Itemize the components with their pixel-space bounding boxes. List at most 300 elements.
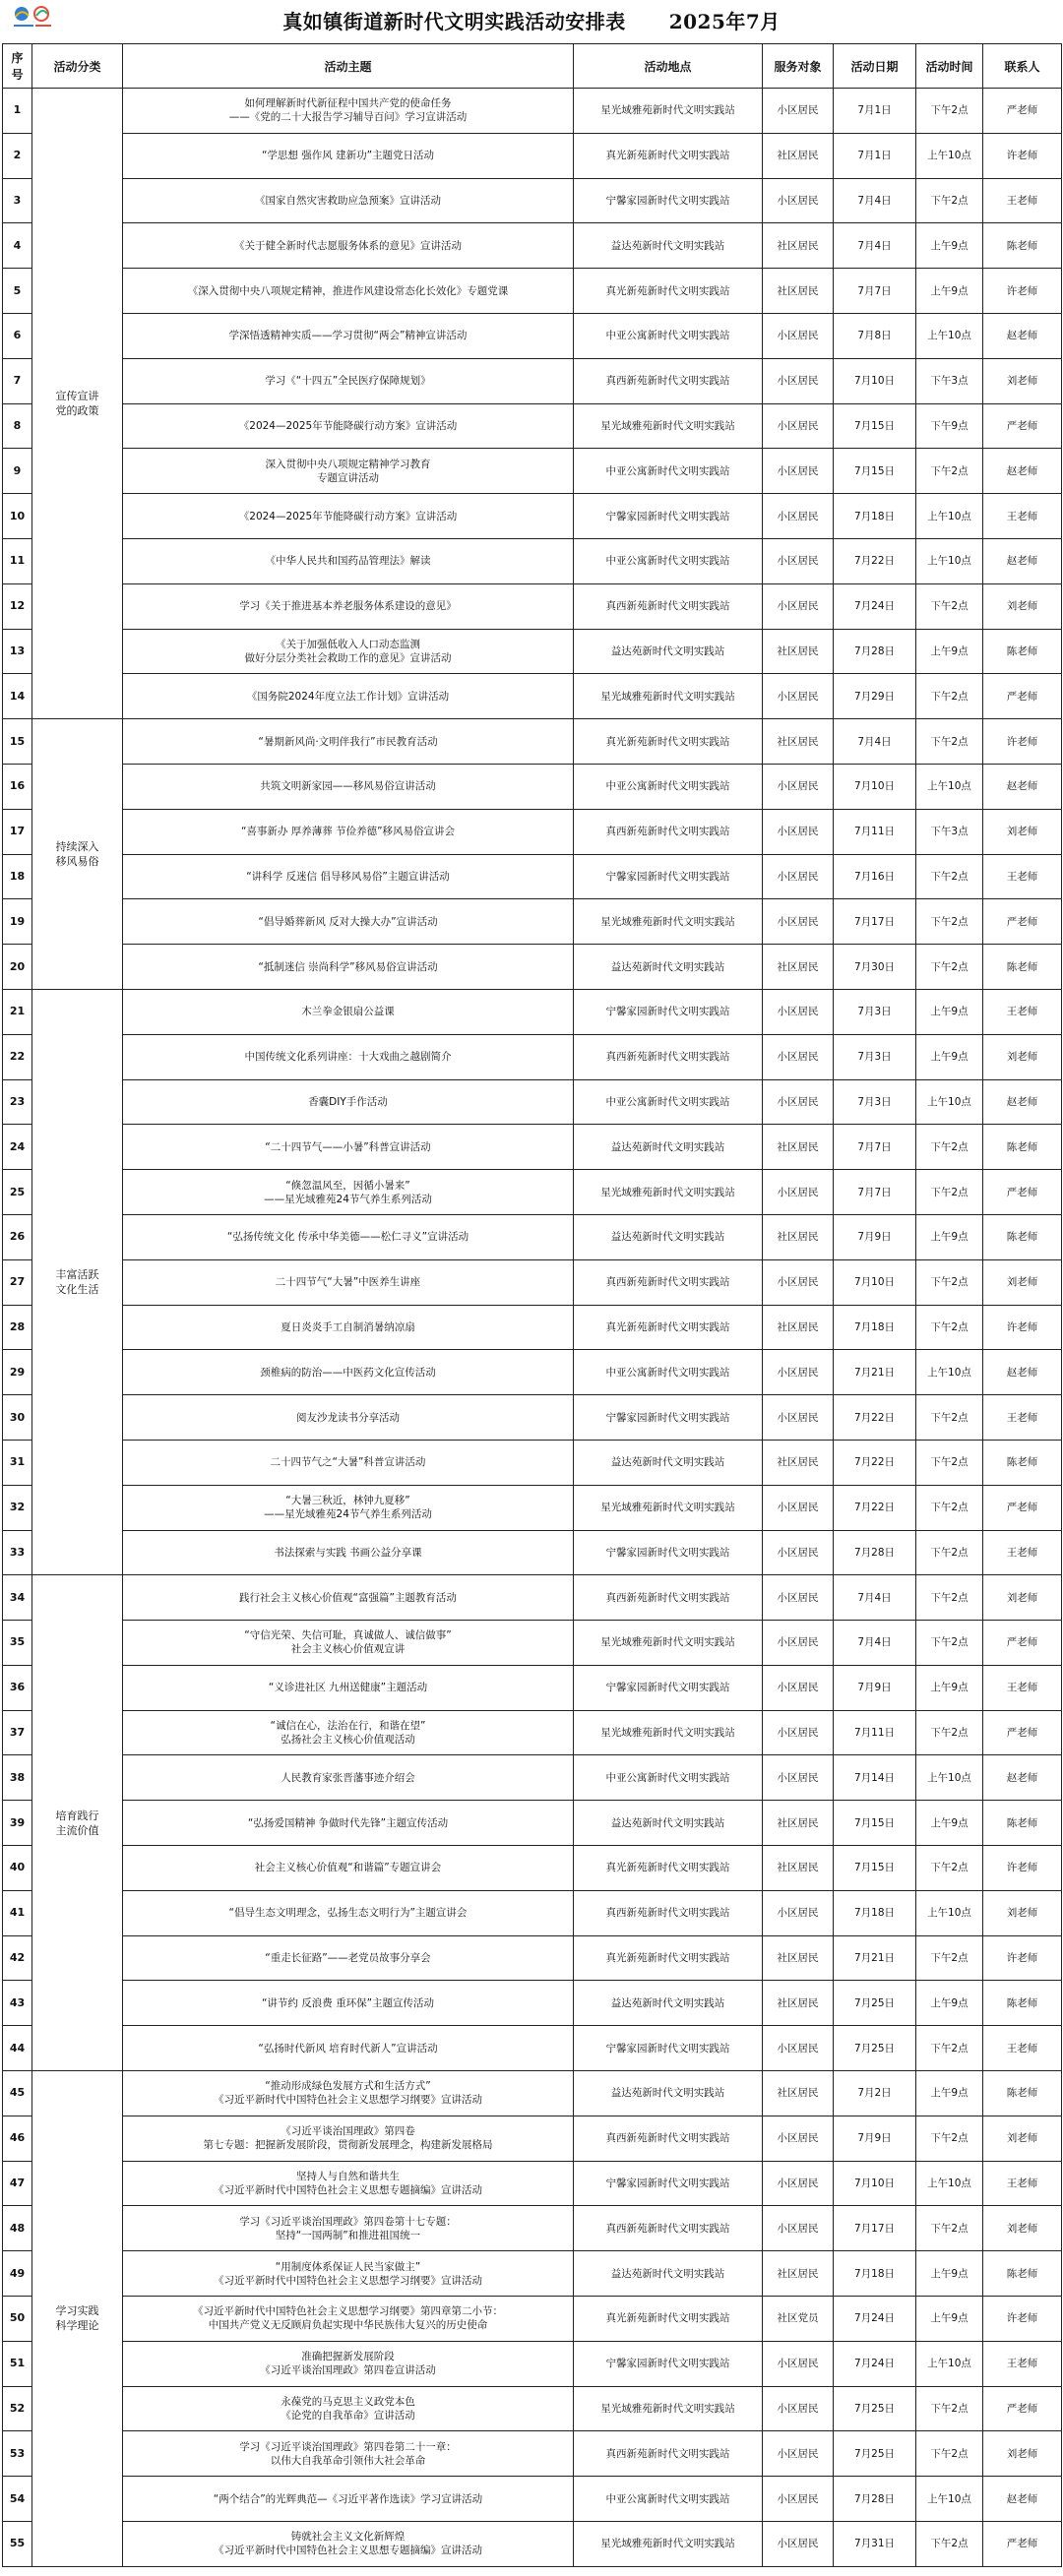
- topic-cell: 《2024—2025年节能降碳行动方案》宣讲活动: [123, 494, 574, 539]
- header-no: 序号: [3, 44, 32, 89]
- target-cell: 小区居民: [763, 1079, 834, 1125]
- contact-cell: 刘老师: [983, 1890, 1062, 1935]
- date-cell: 7月22日: [834, 1395, 916, 1441]
- time-cell: 下午2点: [916, 2522, 983, 2567]
- contact-cell: 赵老师: [983, 1079, 1062, 1125]
- contact-cell: 王老师: [983, 989, 1062, 1034]
- target-cell: 小区居民: [763, 1575, 834, 1621]
- place-cell: 真西新苑新时代文明实践站: [574, 358, 763, 403]
- table-row: [3, 2206, 1062, 2251]
- date-cell: 7月28日: [834, 2477, 916, 2522]
- row-number: 39: [3, 1801, 32, 1846]
- table-row: [3, 1530, 1062, 1575]
- time-cell: 上午10点: [916, 133, 983, 178]
- topic-cell: “推动形成绿色发展方式和生活方式” 《习近平新时代中国特色社会主义思想学习纲要》宣讲活动: [123, 2071, 574, 2116]
- target-cell: 社区居民: [763, 2251, 834, 2297]
- target-cell: 社区党员: [763, 2297, 834, 2342]
- contact-cell: 王老师: [983, 854, 1062, 899]
- topic-cell: 永葆党的马克思主义政党本色 《论党的自我革命》宣讲活动: [123, 2386, 574, 2431]
- place-cell: 真西新苑新时代文明实践站: [574, 1034, 763, 1079]
- date-cell: 7月2日: [834, 2071, 916, 2116]
- row-number: 51: [3, 2341, 32, 2386]
- contact-cell: 刘老师: [983, 2206, 1062, 2251]
- time-cell: 下午3点: [916, 809, 983, 854]
- place-cell: 星光域雅苑新时代文明实践站: [574, 403, 763, 449]
- target-cell: 小区居民: [763, 899, 834, 945]
- target-cell: 社区居民: [763, 1981, 834, 2026]
- row-number: 40: [3, 1846, 32, 1891]
- header-place: 活动地点: [574, 44, 763, 89]
- topic-cell: 书法探索与实践 书画公益分享课: [123, 1530, 574, 1575]
- place-cell: 益达苑新时代文明实践站: [574, 1125, 763, 1170]
- contact-cell: 王老师: [983, 1665, 1062, 1710]
- row-number: 23: [3, 1079, 32, 1125]
- contact-cell: 陈老师: [983, 223, 1062, 269]
- date-cell: 7月4日: [834, 1575, 916, 1621]
- topic-cell: 《中华人民共和国药品管理法》解读: [123, 538, 574, 583]
- table-row: [3, 1981, 1062, 2026]
- topic-cell: “弘扬爱国精神 争做时代先锋”主题宣传活动: [123, 1801, 574, 1846]
- target-cell: 社区居民: [763, 223, 834, 269]
- time-cell: 上午9点: [916, 1214, 983, 1259]
- topic-cell: “学思想 强作风 建新功”主题党日活动: [123, 133, 574, 178]
- place-cell: 宁馨家园新时代文明实践站: [574, 989, 763, 1034]
- table-row: [3, 764, 1062, 809]
- table-row: [3, 2431, 1062, 2477]
- time-cell: 上午9点: [916, 989, 983, 1034]
- place-cell: 真西新苑新时代文明实践站: [574, 1259, 763, 1305]
- target-cell: 社区居民: [763, 629, 834, 674]
- time-cell: 下午2点: [916, 1846, 983, 1891]
- contact-cell: 许老师: [983, 1846, 1062, 1891]
- contact-cell: 王老师: [983, 2161, 1062, 2206]
- contact-cell: 许老师: [983, 719, 1062, 765]
- date-cell: 7月31日: [834, 2522, 916, 2567]
- contact-cell: 刘老师: [983, 2116, 1062, 2161]
- topic-cell: “弘扬传统文化 传承中华美德——松仁寻义”宣讲活动: [123, 1214, 574, 1259]
- date-cell: 7月10日: [834, 2161, 916, 2206]
- date-cell: 7月17日: [834, 899, 916, 945]
- time-cell: 下午2点: [916, 2206, 983, 2251]
- time-cell: 上午10点: [916, 538, 983, 583]
- target-cell: 小区居民: [763, 1890, 834, 1935]
- date-cell: 7月10日: [834, 358, 916, 403]
- target-cell: 社区居民: [763, 1801, 834, 1846]
- table-row: [3, 583, 1062, 629]
- table-row: [3, 133, 1062, 178]
- time-cell: 下午2点: [916, 1935, 983, 1981]
- place-cell: 宁馨家园新时代文明实践站: [574, 2161, 763, 2206]
- target-cell: 小区居民: [763, 1170, 834, 1215]
- target-cell: 小区居民: [763, 403, 834, 449]
- target-cell: 社区居民: [763, 133, 834, 178]
- table-row: [3, 1259, 1062, 1305]
- time-cell: 上午10点: [916, 764, 983, 809]
- place-cell: 真光新苑新时代文明实践站: [574, 1846, 763, 1891]
- contact-cell: 陈老师: [983, 1801, 1062, 1846]
- topic-cell: 学习《关于推进基本养老服务体系建设的意见》: [123, 583, 574, 629]
- row-number: 36: [3, 1665, 32, 1710]
- target-cell: 小区居民: [763, 1665, 834, 1710]
- place-cell: 真光新苑新时代文明实践站: [574, 1935, 763, 1981]
- time-cell: 上午9点: [916, 2297, 983, 2342]
- place-cell: 真西新苑新时代文明实践站: [574, 2431, 763, 2477]
- row-number: 27: [3, 1259, 32, 1305]
- date-cell: 7月24日: [834, 583, 916, 629]
- table-row: [3, 1846, 1062, 1891]
- time-cell: 下午2点: [916, 1305, 983, 1350]
- topic-cell: “大暑三秋近，林钟九夏移” ——星光域雅苑24节气养生系列活动: [123, 1485, 574, 1530]
- row-number: 30: [3, 1395, 32, 1441]
- contact-cell: 严老师: [983, 1485, 1062, 1530]
- target-cell: 小区居民: [763, 1621, 834, 1666]
- table-row: [3, 1710, 1062, 1755]
- contact-cell: 王老师: [983, 178, 1062, 223]
- target-cell: 社区居民: [763, 945, 834, 990]
- date-cell: 7月14日: [834, 1755, 916, 1801]
- time-cell: 上午9点: [916, 269, 983, 314]
- date-cell: 7月25日: [834, 2431, 916, 2477]
- time-cell: 下午2点: [916, 2026, 983, 2071]
- place-cell: 宁馨家园新时代文明实践站: [574, 494, 763, 539]
- table-row: [3, 223, 1062, 269]
- time-cell: 下午2点: [916, 2431, 983, 2477]
- row-number: 33: [3, 1530, 32, 1575]
- row-number: 42: [3, 1935, 32, 1981]
- place-cell: 星光域雅苑新时代文明实践站: [574, 1621, 763, 1666]
- row-number: 14: [3, 674, 32, 719]
- table-row: [3, 2026, 1062, 2071]
- contact-cell: 刘老师: [983, 1034, 1062, 1079]
- contact-cell: 刘老师: [983, 809, 1062, 854]
- topic-cell: “诚信在心，法治在行，和谐在望” 弘扬社会主义核心价值观活动: [123, 1710, 574, 1755]
- table-row: [3, 449, 1062, 494]
- row-number: 11: [3, 538, 32, 583]
- date-cell: 7月30日: [834, 945, 916, 990]
- date-cell: 7月4日: [834, 719, 916, 765]
- topic-cell: “倡导生态文明理念，弘扬生态文明行为”主题宣讲会: [123, 1890, 574, 1935]
- date-cell: 7月18日: [834, 1305, 916, 1350]
- time-cell: 下午2点: [916, 1170, 983, 1215]
- topic-cell: “倏忽温风至，因循小暑来” ——星光域雅苑24节气养生系列活动: [123, 1170, 574, 1215]
- table-row: [3, 2341, 1062, 2386]
- target-cell: 社区居民: [763, 1305, 834, 1350]
- date-cell: 7月25日: [834, 2026, 916, 2071]
- time-cell: 上午9点: [916, 2251, 983, 2297]
- table-row: [3, 494, 1062, 539]
- target-cell: 小区居民: [763, 538, 834, 583]
- target-cell: 小区居民: [763, 89, 834, 134]
- place-cell: 宁馨家园新时代文明实践站: [574, 178, 763, 223]
- date-cell: 7月18日: [834, 494, 916, 539]
- date-cell: 7月15日: [834, 1801, 916, 1846]
- row-number: 2: [3, 133, 32, 178]
- place-cell: 中亚公寓新时代文明实践站: [574, 1755, 763, 1801]
- contact-cell: 王老师: [983, 494, 1062, 539]
- row-number: 53: [3, 2431, 32, 2477]
- target-cell: 社区居民: [763, 1214, 834, 1259]
- target-cell: 小区居民: [763, 178, 834, 223]
- category-cell: 丰富活跃 文化生活: [32, 989, 123, 1574]
- date-cell: 7月29日: [834, 674, 916, 719]
- table-row: [3, 1170, 1062, 1215]
- date-cell: 7月18日: [834, 1890, 916, 1935]
- row-number: 54: [3, 2477, 32, 2522]
- contact-cell: 许老师: [983, 2297, 1062, 2342]
- place-cell: 真光新苑新时代文明实践站: [574, 269, 763, 314]
- target-cell: 社区居民: [763, 2071, 834, 2116]
- place-cell: 星光域雅苑新时代文明实践站: [574, 89, 763, 134]
- row-number: 19: [3, 899, 32, 945]
- place-cell: 真西新苑新时代文明实践站: [574, 2116, 763, 2161]
- date-cell: 7月15日: [834, 1846, 916, 1891]
- row-number: 46: [3, 2116, 32, 2161]
- topic-cell: 二十四节气之“大暑”科普宣讲活动: [123, 1440, 574, 1485]
- table-row: [3, 2522, 1062, 2567]
- row-number: 45: [3, 2071, 32, 2116]
- header-time: 活动时间: [916, 44, 983, 89]
- table-row: [3, 1575, 1062, 1621]
- place-cell: 益达苑新时代文明实践站: [574, 1981, 763, 2026]
- row-number: 1: [3, 89, 32, 134]
- time-cell: 下午2点: [916, 854, 983, 899]
- date-cell: 7月22日: [834, 538, 916, 583]
- topic-cell: 学习《“十四五”全民医疗保障规划》: [123, 358, 574, 403]
- date-cell: 7月9日: [834, 2116, 916, 2161]
- time-cell: 下午2点: [916, 674, 983, 719]
- contact-cell: 许老师: [983, 269, 1062, 314]
- contact-cell: 赵老师: [983, 449, 1062, 494]
- time-cell: 下午2点: [916, 1125, 983, 1170]
- header-target: 服务对象: [763, 44, 834, 89]
- table-body: [3, 89, 1062, 2567]
- table-row: [3, 2116, 1062, 2161]
- topic-cell: 《习近平谈治国理政》第四卷 第七专题：把握新发展阶段，贯彻新发展理念，构建新发展格局: [123, 2116, 574, 2161]
- row-number: 52: [3, 2386, 32, 2431]
- topic-cell: “二十四节气——小暑”科普宣讲活动: [123, 1125, 574, 1170]
- place-cell: 宁馨家园新时代文明实践站: [574, 854, 763, 899]
- topic-cell: 社会主义核心价值观“和谐篇”专题宣讲会: [123, 1846, 574, 1891]
- topic-cell: “抵制迷信 崇尚科学”移风易俗宣讲活动: [123, 945, 574, 990]
- target-cell: 小区居民: [763, 583, 834, 629]
- topic-cell: “两个结合”的光辉典范—《习近平著作选读》学习宣讲活动: [123, 2477, 574, 2522]
- contact-cell: 赵老师: [983, 313, 1062, 358]
- contact-cell: 赵老师: [983, 1350, 1062, 1395]
- place-cell: 中亚公寓新时代文明实践站: [574, 538, 763, 583]
- target-cell: 小区居民: [763, 1485, 834, 1530]
- table-row: [3, 1079, 1062, 1125]
- date-cell: 7月8日: [834, 313, 916, 358]
- topic-cell: 坚持人与自然和谐共生 《习近平新时代中国特色社会主义思想专题摘编》宣讲活动: [123, 2161, 574, 2206]
- time-cell: 下午2点: [916, 1530, 983, 1575]
- place-cell: 益达苑新时代文明实践站: [574, 2071, 763, 2116]
- contact-cell: 赵老师: [983, 538, 1062, 583]
- target-cell: 小区居民: [763, 674, 834, 719]
- contact-cell: 严老师: [983, 89, 1062, 134]
- page-title: [0, 6, 1063, 34]
- row-number: 25: [3, 1170, 32, 1215]
- contact-cell: 严老师: [983, 1621, 1062, 1666]
- row-number: 7: [3, 358, 32, 403]
- contact-cell: 严老师: [983, 899, 1062, 945]
- target-cell: 社区居民: [763, 1935, 834, 1981]
- topic-cell: “讲节约 反浪费 重环保”主题宣传活动: [123, 1981, 574, 2026]
- topic-cell: 《关于健全新时代志愿服务体系的意见》宣讲活动: [123, 223, 574, 269]
- target-cell: 小区居民: [763, 313, 834, 358]
- table-row: [3, 1755, 1062, 1801]
- target-cell: 小区居民: [763, 2116, 834, 2161]
- place-cell: 中亚公寓新时代文明实践站: [574, 313, 763, 358]
- place-cell: 中亚公寓新时代文明实践站: [574, 1350, 763, 1395]
- row-number: 5: [3, 269, 32, 314]
- row-number: 3: [3, 178, 32, 223]
- date-cell: 7月4日: [834, 178, 916, 223]
- row-number: 48: [3, 2206, 32, 2251]
- row-number: 20: [3, 945, 32, 990]
- time-cell: 上午9点: [916, 629, 983, 674]
- topic-cell: 夏日炎炎手工自制消暑纳凉扇: [123, 1305, 574, 1350]
- topic-cell: 阅友沙龙读书分享活动: [123, 1395, 574, 1441]
- target-cell: 小区居民: [763, 449, 834, 494]
- contact-cell: 许老师: [983, 1935, 1062, 1981]
- row-number: 24: [3, 1125, 32, 1170]
- place-cell: 宁馨家园新时代文明实践站: [574, 1395, 763, 1441]
- table-row: [3, 403, 1062, 449]
- time-cell: 上午9点: [916, 1801, 983, 1846]
- time-cell: 下午2点: [916, 945, 983, 990]
- place-cell: 宁馨家园新时代文明实践站: [574, 2026, 763, 2071]
- row-number: 16: [3, 764, 32, 809]
- contact-cell: 刘老师: [983, 1575, 1062, 1621]
- table-row: [3, 1034, 1062, 1079]
- place-cell: 星光域雅苑新时代文明实践站: [574, 899, 763, 945]
- topic-cell: “倡导婚葬新风 反对大操大办”宣讲活动: [123, 899, 574, 945]
- target-cell: 社区居民: [763, 1846, 834, 1891]
- row-number: 49: [3, 2251, 32, 2297]
- date-cell: 7月11日: [834, 1710, 916, 1755]
- place-cell: 益达苑新时代文明实践站: [574, 223, 763, 269]
- contact-cell: 陈老师: [983, 2071, 1062, 2116]
- place-cell: 真光新苑新时代文明实践站: [574, 719, 763, 765]
- row-number: 50: [3, 2297, 32, 2342]
- target-cell: 小区居民: [763, 2477, 834, 2522]
- contact-cell: 许老师: [983, 133, 1062, 178]
- date-cell: 7月15日: [834, 403, 916, 449]
- contact-cell: 严老师: [983, 2386, 1062, 2431]
- place-cell: 宁馨家园新时代文明实践站: [574, 2341, 763, 2386]
- place-cell: 益达苑新时代文明实践站: [574, 629, 763, 674]
- row-number: 6: [3, 313, 32, 358]
- row-number: 55: [3, 2522, 32, 2567]
- place-cell: 真西新苑新时代文明实践站: [574, 809, 763, 854]
- topic-cell: 深入贯彻中央八项规定精神学习教育 专题宣讲活动: [123, 449, 574, 494]
- place-cell: 星光域雅苑新时代文明实践站: [574, 1485, 763, 1530]
- topic-cell: 人民教育家张晋藩事迹介绍会: [123, 1755, 574, 1801]
- topic-cell: “义诊进社区 九州送健康”主题活动: [123, 1665, 574, 1710]
- topic-cell: 共筑文明新家园——移风易俗宣讲活动: [123, 764, 574, 809]
- schedule-period: 2025年7月: [668, 10, 781, 33]
- time-cell: 下午2点: [916, 89, 983, 134]
- contact-cell: 赵老师: [983, 2477, 1062, 2522]
- topic-cell: 践行社会主义核心价值观“富强篇”主题教育活动: [123, 1575, 574, 1621]
- target-cell: 小区居民: [763, 989, 834, 1034]
- topic-cell: 香囊DIY手作活动: [123, 1079, 574, 1125]
- contact-cell: 严老师: [983, 1710, 1062, 1755]
- time-cell: 上午9点: [916, 1665, 983, 1710]
- table-row: [3, 989, 1062, 1034]
- category-cell: 宣传宣讲 党的政策: [32, 89, 123, 719]
- target-cell: 小区居民: [763, 1530, 834, 1575]
- table-row: [3, 2297, 1062, 2342]
- target-cell: 小区居民: [763, 1350, 834, 1395]
- date-cell: 7月1日: [834, 89, 916, 134]
- place-cell: 宁馨家园新时代文明实践站: [574, 1665, 763, 1710]
- table-row: [3, 1305, 1062, 1350]
- time-cell: 下午2点: [916, 1710, 983, 1755]
- topic-cell: 《国家自然灾害救助应急预案》宣讲活动: [123, 178, 574, 223]
- topic-cell: 学习《习近平谈治国理政》第四卷第十七专题： 坚持“一国两制”和推进祖国统一: [123, 2206, 574, 2251]
- table-row: [3, 313, 1062, 358]
- table-row: [3, 945, 1062, 990]
- date-cell: 7月28日: [834, 629, 916, 674]
- date-cell: 7月7日: [834, 1170, 916, 1215]
- topic-cell: 学习《习近平谈治国理政》第四卷第二十一章： 以伟大自我革命引领伟大社会革命: [123, 2431, 574, 2477]
- table-row: [3, 89, 1062, 134]
- table-row: [3, 674, 1062, 719]
- target-cell: 社区居民: [763, 1440, 834, 1485]
- date-cell: 7月17日: [834, 2206, 916, 2251]
- target-cell: 小区居民: [763, 854, 834, 899]
- date-cell: 7月3日: [834, 989, 916, 1034]
- date-cell: 7月22日: [834, 1485, 916, 1530]
- date-cell: 7月25日: [834, 1981, 916, 2026]
- row-number: 13: [3, 629, 32, 674]
- place-cell: 真西新苑新时代文明实践站: [574, 1890, 763, 1935]
- time-cell: 上午10点: [916, 2161, 983, 2206]
- time-cell: 下午2点: [916, 178, 983, 223]
- date-cell: 7月4日: [834, 223, 916, 269]
- table-row: [3, 1890, 1062, 1935]
- date-cell: 7月11日: [834, 809, 916, 854]
- date-cell: 7月24日: [834, 2341, 916, 2386]
- row-number: 18: [3, 854, 32, 899]
- table-row: [3, 1621, 1062, 1666]
- contact-cell: 严老师: [983, 1170, 1062, 1215]
- table-row: [3, 178, 1062, 223]
- target-cell: 小区居民: [763, 2341, 834, 2386]
- category-cell: 培育践行 主流价值: [32, 1575, 123, 2071]
- place-cell: 益达苑新时代文明实践站: [574, 1801, 763, 1846]
- topic-cell: “重走长征路”——老党员故事分享会: [123, 1935, 574, 1981]
- contact-cell: 陈老师: [983, 1440, 1062, 1485]
- topic-cell: 《2024—2025年节能降碳行动方案》宣讲活动: [123, 403, 574, 449]
- target-cell: 社区居民: [763, 269, 834, 314]
- contact-cell: 严老师: [983, 674, 1062, 719]
- topic-cell: “暑期新风尚·文明伴我行”市民教育活动: [123, 719, 574, 765]
- time-cell: 下午9点: [916, 403, 983, 449]
- row-number: 29: [3, 1350, 32, 1395]
- time-cell: 上午10点: [916, 1350, 983, 1395]
- contact-cell: 刘老师: [983, 583, 1062, 629]
- table-row: [3, 1665, 1062, 1710]
- contact-cell: 陈老师: [983, 2251, 1062, 2297]
- time-cell: 上午10点: [916, 2341, 983, 2386]
- topic-cell: 准确把握新发展阶段 《习近平谈治国理政》第四卷宣讲活动: [123, 2341, 574, 2386]
- row-number: 28: [3, 1305, 32, 1350]
- table-header-row: [3, 44, 1062, 89]
- date-cell: 7月21日: [834, 1935, 916, 1981]
- time-cell: 上午10点: [916, 494, 983, 539]
